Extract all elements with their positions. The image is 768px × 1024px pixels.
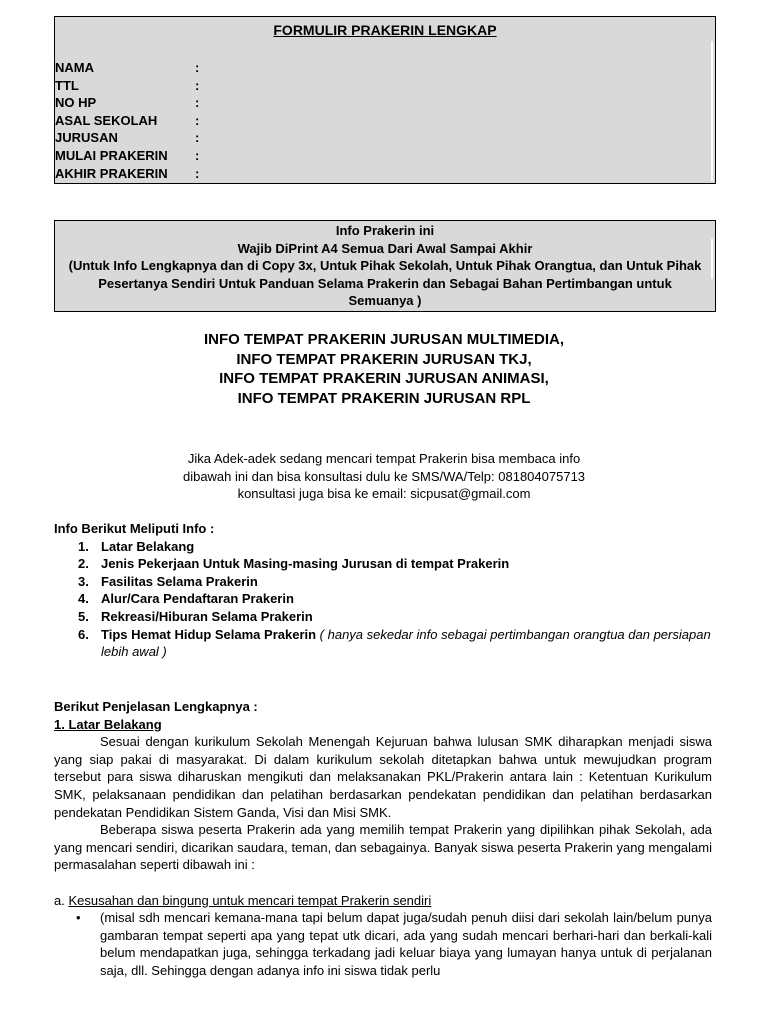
subsection-prefix: a. (54, 892, 69, 908)
list-text: Tips Hemat Hidup Selama Prakerin (101, 626, 317, 642)
spacer (54, 874, 712, 892)
list-num: 5. (78, 608, 89, 624)
info-line: (Untuk Info Lengkapnya dan di Copy 3x, Untuk Pihak Sekolah, Untuk Pihak Orangtua, dan Untuk Pihak (68, 258, 702, 274)
heading-line: INFO TEMPAT PRAKERIN JURUSAN ANIMASI, (219, 370, 549, 387)
heading-line: INFO TEMPAT PRAKERIN JURUSAN TKJ, (236, 350, 532, 368)
list-item (54, 555, 716, 573)
info-list (54, 520, 716, 661)
list-item (54, 573, 716, 591)
bullet-text: (misal sdh mencari kemana-mana tapi belum dapat juga/sudah penuh diisi dari sekolah lain/belum punya gambaran tempat seperti apa yang tepat utk dicari, ada yang sudah mencari berhari-hari dan berkali-kali belum mendapatkan juga, sehingga terkadang jadi keluar biaya yang lumayan hanya untuk di perjalanan saja, dll. Sehingga dengan adanya info ini siswa tidak perlu (100, 910, 712, 978)
field-label: ASAL SEKOLAH (55, 112, 158, 128)
list-num: 6. (78, 626, 89, 642)
field-label: AKHIR PRAKERIN (55, 165, 168, 181)
list-num: 4. (78, 591, 89, 607)
field-colon: : (195, 130, 200, 146)
list-text: Rekreasi/Hiburan Selama Prakerin (101, 608, 313, 624)
list-item (54, 590, 716, 608)
list-item (54, 608, 716, 626)
info-line: Wajib DiPrint A4 Semua Dari Awal Sampai Akhir (237, 240, 533, 256)
list-text: Alur/Cara Pendaftaran Prakerin (101, 591, 294, 607)
list-note: ( hanya sekedar info sebagai pertimbangan orangtua dan persiapan lebih awal ) (101, 626, 711, 660)
bullet-item (54, 909, 712, 979)
form-box (54, 16, 716, 184)
form-title: FORMULIR PRAKERIN LENGKAP (273, 22, 497, 38)
field-colon: : (195, 112, 200, 128)
field-label: NAMA (55, 60, 94, 75)
list-text: Jenis Pekerjaan Untuk Masing-masing Jurusan di tempat Prakerin (101, 556, 510, 572)
intro-text (0, 450, 768, 503)
field-colon: : (195, 60, 200, 75)
info-divider (711, 239, 713, 279)
intro-line: dibawah ini dan bisa konsultasi dulu ke SMS/WA/Telp: 081804075713 (182, 468, 586, 484)
list-num: 1. (78, 538, 89, 554)
bullet-icon: • (76, 910, 81, 926)
subsection-label: Kesusahan dan bingung untuk mencari tempat Prakerin sendiri (68, 892, 432, 908)
field-colon: : (195, 77, 200, 93)
explanation (54, 698, 712, 980)
info-box (54, 220, 716, 312)
list-text: Fasilitas Selama Prakerin (101, 573, 258, 589)
page-heading (0, 330, 768, 408)
info-line: Semuanya ) (348, 293, 422, 309)
field-label: TTL (55, 77, 79, 93)
heading-line: INFO TEMPAT PRAKERIN JURUSAN MULTIMEDIA, (204, 331, 564, 348)
subsection-title (54, 892, 712, 910)
field-label: NO HP (55, 95, 97, 111)
field-colon: : (195, 95, 200, 111)
info-line: Pesertanya Sendiri Untuk Panduan Selama Prakerin dan Sebagai Bahan Pertimbangan untuk (98, 275, 672, 291)
heading-line: INFO TEMPAT PRAKERIN JURUSAN RPL (237, 389, 531, 407)
paragraph: Sesuai dengan kurikulum Sekolah Menengah Kejuruan bahwa lulusan SMK diharapkan menjadi siswa yang siap pakai di masyarakat. Di dalam kurikulum sekolah ditetapkan bahwa untuk mewujudkan program tersebut para siswa diharuskan mengikuti dan melaksanakan PKL/Prakerin antara lain : Ketentuan Kurikulum SMK, pelaksanaan pendidikan dan pelatihan berdasarkan pendekatan pendidikan dan pelatihan berdasarkan pendekatan Pendidikan Sistem Ganda, Visi dan Misi SMK. (54, 734, 712, 820)
paragraph: Beberapa siswa peserta Prakerin ada yang memilih tempat Prakerin yang dipilihkan pihak Sekolah, ada yang mencari sendiri, dicarikan saudara, teman, dan sebagainya. Banyak siswa peserta Prakerin yang mengalami permasalahan seperti dibawah ini : (54, 822, 712, 873)
explanation-title: Berikut Penjelasan Lengkapnya : (54, 699, 258, 714)
field-label: MULAI PRAKERIN (55, 147, 168, 163)
field-label: JURUSAN (55, 130, 118, 146)
list-item (54, 538, 716, 556)
intro-line: konsultasi juga bisa ke email: sicpusat@gmail.com (237, 486, 531, 501)
list-num: 2. (78, 556, 89, 572)
form-divider (711, 41, 713, 181)
intro-line: Jika Adek-adek sedang mencari tempat Prakerin bisa membaca info (187, 451, 581, 466)
field-colon: : (195, 165, 200, 181)
info-line: Info Prakerin ini (335, 223, 435, 238)
list-text: Latar Belakang (101, 538, 195, 554)
field-colon: : (195, 147, 200, 163)
info-list-title: Info Berikut Meliputi Info : (54, 521, 215, 536)
list-num: 3. (78, 573, 89, 589)
list-item (54, 626, 716, 661)
section-title: 1. Latar Belakang (54, 716, 162, 732)
